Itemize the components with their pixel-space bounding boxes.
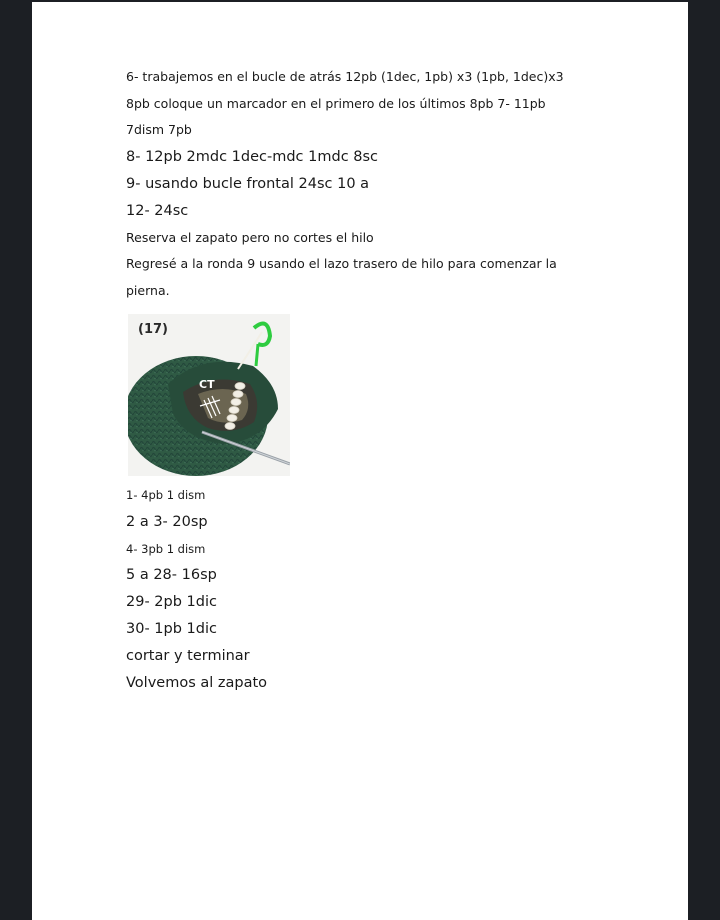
pattern-instructions-top <box>126 64 596 304</box>
pattern-text <box>126 64 596 697</box>
photo-stitch-label: CT <box>199 378 215 391</box>
pattern-line: 4- 3pb 1 dism <box>126 541 206 556</box>
pattern-line: 9- usando bucle frontal 24sc 10 a <box>126 175 370 192</box>
pattern-line: Reserva el zapato pero no cortes el hilo <box>126 229 374 245</box>
pattern-line: 29- 2pb 1dic <box>126 594 217 610</box>
pattern-line: Regresé a la ronda 9 usando el lazo trasero de hilo para comenzar la <box>126 256 557 271</box>
pattern-instructions-bottom <box>126 482 596 697</box>
pattern-line: 12- 24sc <box>126 202 189 219</box>
pattern-line: 8- 12pb 2mdc 1dec-mdc 1mdc 8sc <box>126 148 379 165</box>
pattern-line: 5 a 28- 16sp <box>126 567 217 583</box>
pattern-line: 1- 4pb 1 dism <box>126 488 206 502</box>
pattern-line: 2 a 3- 20sp <box>126 513 208 530</box>
pattern-photo <box>128 314 290 476</box>
crochet-shoe-photo <box>128 314 290 476</box>
document-page <box>32 2 688 920</box>
pattern-line: 8pb coloque un marcador en el primero de los últimos 8pb 7- 11pb <box>126 95 546 111</box>
photo-step-label: (17) <box>138 322 168 337</box>
pattern-line: Volvemos al zapato <box>126 675 268 691</box>
pattern-line: pierna. <box>126 282 170 298</box>
pattern-line: 6- trabajemos en el bucle de atrás 12pb (1dec, 1pb) x3 (1pb, 1dec)x3 <box>126 69 564 84</box>
pattern-line: cortar y terminar <box>126 648 250 664</box>
pattern-line: 30- 1pb 1dic <box>126 621 217 637</box>
pattern-line: 7dism 7pb <box>126 122 192 137</box>
